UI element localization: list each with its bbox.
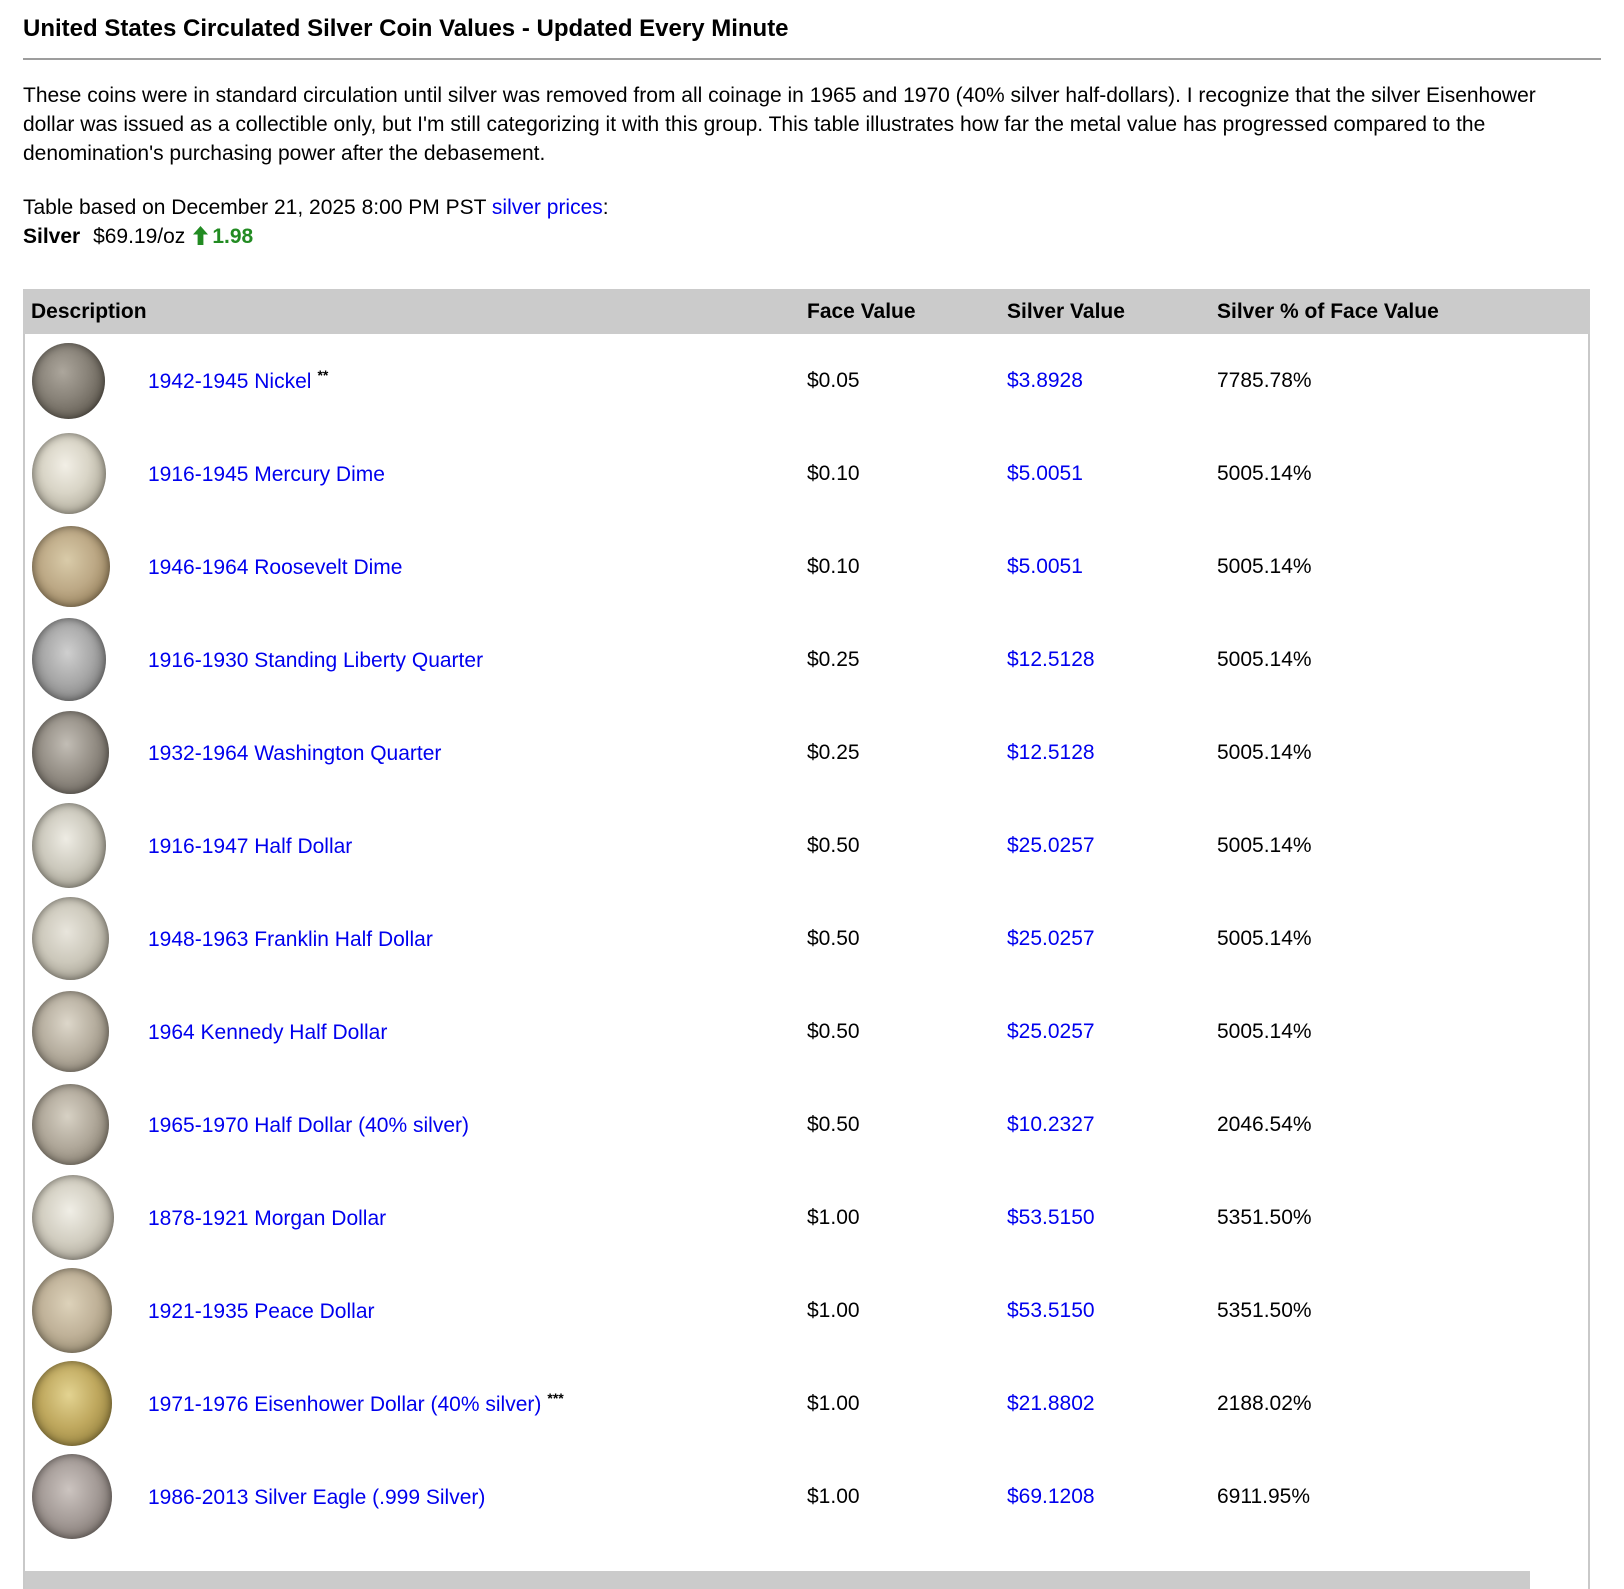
silver-pct-of-face: 5351.50% (1217, 1205, 1312, 1229)
face-value: $0.05 (807, 368, 860, 392)
table-row (25, 1450, 1588, 1543)
washington-quarter-coin-image (32, 711, 109, 794)
table-row (25, 706, 1588, 799)
table-row (25, 1078, 1588, 1171)
table-row (25, 427, 1588, 520)
coin-image-cell (25, 613, 148, 706)
silver-value-link[interactable]: $69.1208 (1007, 1484, 1095, 1508)
silver-pct-of-face: 5005.14% (1217, 461, 1312, 485)
face-value: $0.10 (807, 554, 860, 578)
table-row (25, 1357, 1588, 1450)
coin-image-cell (25, 1450, 148, 1543)
silver-value-cell (1007, 834, 1217, 858)
coin-image-cell (25, 334, 148, 427)
coin-image-cell (25, 1357, 148, 1450)
metal-price: $69.19/oz (93, 225, 186, 248)
colon-text: : (602, 196, 609, 219)
coin-image-cell (25, 985, 148, 1078)
face-value: $0.25 (807, 740, 860, 764)
description-cell (148, 832, 807, 859)
coin-image-cell (25, 1264, 148, 1357)
silver-pct-of-face: 5005.14% (1217, 833, 1312, 857)
silver-value-link[interactable]: $5.0051 (1007, 554, 1083, 578)
coin-image-cell (25, 520, 148, 613)
jefferson-nickel-coin-image (32, 343, 105, 419)
silver-pct-of-face: 2188.02% (1217, 1391, 1312, 1415)
silver-value-link[interactable]: $53.5150 (1007, 1205, 1095, 1229)
face-value: $0.50 (807, 1112, 860, 1136)
silver-value-link[interactable]: $25.0257 (1007, 833, 1095, 857)
table-based-line (23, 193, 1601, 222)
description-cell (148, 1204, 807, 1231)
description-cell (148, 553, 807, 580)
silver-pct-of-face: 5005.14% (1217, 926, 1312, 950)
table-row (25, 892, 1588, 985)
coin-description-link[interactable]: 1986-2013 Silver Eagle (.999 Silver) (148, 1486, 486, 1509)
standing-liberty-quarter-coin-image (32, 618, 106, 701)
silver-value-cell (1007, 462, 1217, 486)
face-value: $0.50 (807, 833, 860, 857)
face-value: $1.00 (807, 1298, 860, 1322)
coin-description-link[interactable]: 1916-1947 Half Dollar (148, 835, 353, 858)
coin-description-link[interactable]: 1965-1970 Half Dollar (40% silver) (148, 1114, 469, 1137)
silver-value-cell (1007, 741, 1217, 765)
silver-value-cell (1007, 369, 1217, 393)
coin-description-link[interactable]: 1971-1976 Eisenhower Dollar (40% silver) (148, 1393, 542, 1416)
silver-pct-of-face: 5005.14% (1217, 647, 1312, 671)
silver-eagle-coin-image (32, 1454, 112, 1539)
mercury-dime-coin-image (32, 433, 106, 514)
face-value: $0.50 (807, 1019, 860, 1043)
walking-liberty-half-coin-image (32, 803, 106, 888)
table-body (23, 334, 1590, 1589)
silver-value-cell (1007, 1392, 1217, 1416)
divider (23, 58, 1601, 60)
table-row (25, 613, 1588, 706)
footnote-marker: *** (547, 1390, 564, 1406)
silver-value-link[interactable]: $25.0257 (1007, 926, 1095, 950)
table-header-row (23, 289, 1590, 334)
description-cell (148, 925, 807, 952)
silver-value-cell (1007, 648, 1217, 672)
face-value: $1.00 (807, 1205, 860, 1229)
silver-value-link[interactable]: $3.8928 (1007, 368, 1083, 392)
face-value: $0.10 (807, 461, 860, 485)
description-cell (148, 1483, 807, 1510)
table-row (25, 799, 1588, 892)
silver-pct-of-face: 5351.50% (1217, 1298, 1312, 1322)
silver-price-line (23, 222, 1601, 252)
coin-description-link[interactable]: 1942-1945 Nickel (148, 370, 312, 393)
metal-label: Silver (23, 225, 81, 248)
price-change: 1.98 (212, 225, 254, 248)
silver-value-link[interactable]: $5.0051 (1007, 461, 1083, 485)
next-table-header-partial (25, 1571, 1530, 1589)
franklin-half-coin-image (32, 897, 109, 980)
table-row (25, 520, 1588, 613)
coin-image-cell (25, 427, 148, 520)
silver-coin-table (23, 289, 1590, 1589)
description-cell (148, 460, 807, 487)
coin-description-link[interactable]: 1964 Kennedy Half Dollar (148, 1021, 388, 1044)
footnote-marker: ** (317, 367, 329, 383)
silver-value-cell (1007, 1020, 1217, 1044)
silver-value-link[interactable]: $12.5128 (1007, 647, 1095, 671)
description-cell (148, 1018, 807, 1045)
intro-paragraph: These coins were in standard circulation until silver was removed from all coinage in 1965 and 1970 (40% silver half-dollars). I recognize that the silver Eisenhower dollar was issued as a collectible only, but I'm still categorizing it with this group. This table illustrates how far the metal value has progressed compared to the denomination's purchasing power after the debasement. (23, 84, 1536, 165)
coin-description-link[interactable]: 1946-1964 Roosevelt Dime (148, 556, 403, 579)
coin-image-cell (25, 799, 148, 892)
up-arrow-icon (193, 226, 208, 245)
silver-pct-of-face: 7785.78% (1217, 368, 1312, 392)
table-row (25, 1264, 1588, 1357)
description-cell (148, 1390, 807, 1417)
silver-value-link[interactable]: $10.2327 (1007, 1112, 1095, 1136)
table-row (25, 985, 1588, 1078)
description-cell (148, 367, 807, 394)
coin-description-link[interactable]: 1948-1963 Franklin Half Dollar (148, 928, 433, 951)
silver-value-cell (1007, 927, 1217, 951)
coin-image-cell (25, 706, 148, 799)
col-header-silver-pct: Silver % of Face Value (1217, 299, 1439, 323)
page-title: United States Circulated Silver Coin Values - Updated Every Minute (23, 15, 789, 42)
based-on-text: Table based on December 21, 2025 8:00 PM PST (23, 196, 487, 219)
eisenhower-dollar-coin-image (32, 1361, 112, 1446)
col-header-description: Description (31, 299, 147, 323)
silver-pct-of-face: 2046.54% (1217, 1112, 1312, 1136)
face-value: $0.50 (807, 926, 860, 950)
morgan-dollar-coin-image (32, 1175, 114, 1260)
face-value: $0.25 (807, 647, 860, 671)
coin-image-cell (25, 892, 148, 985)
silver-value-link[interactable]: $21.8802 (1007, 1391, 1095, 1415)
coin-description-link[interactable]: 1916-1930 Standing Liberty Quarter (148, 649, 484, 672)
peace-dollar-coin-image (32, 1268, 112, 1353)
kennedy-40pct-half-coin-image (32, 1084, 109, 1165)
coin-description-link[interactable]: 1916-1945 Mercury Dime (148, 463, 385, 486)
coin-image-cell (25, 1171, 148, 1264)
page-content (0, 0, 1624, 252)
silver-value-cell (1007, 1206, 1217, 1230)
description-cell (148, 1297, 807, 1324)
face-value: $1.00 (807, 1484, 860, 1508)
silver-pct-of-face: 5005.14% (1217, 1019, 1312, 1043)
silver-value-link[interactable]: $53.5150 (1007, 1298, 1095, 1322)
coin-description-link[interactable]: 1932-1964 Washington Quarter (148, 742, 442, 765)
silver-pct-of-face: 6911.95% (1217, 1484, 1311, 1508)
col-header-face-value: Face Value (807, 299, 916, 323)
coin-description-link[interactable]: 1878-1921 Morgan Dollar (148, 1207, 387, 1230)
silver-value-link[interactable]: $12.5128 (1007, 740, 1095, 764)
silver-pct-of-face: 5005.14% (1217, 740, 1312, 764)
kennedy-half-coin-image (32, 991, 109, 1072)
description-cell (148, 1111, 807, 1138)
coin-image-cell (25, 1078, 148, 1171)
table-bottom-spacer (25, 1543, 1588, 1571)
description-cell (148, 646, 807, 673)
table-row (25, 1171, 1588, 1264)
silver-value-cell (1007, 1113, 1217, 1137)
face-value: $1.00 (807, 1391, 860, 1415)
silver-value-link[interactable]: $25.0257 (1007, 1019, 1095, 1043)
silver-pct-of-face: 5005.14% (1217, 554, 1312, 578)
table-row (25, 334, 1588, 427)
coin-description-link[interactable]: 1921-1935 Peace Dollar (148, 1300, 375, 1323)
silver-prices-link[interactable]: silver prices (491, 196, 603, 219)
silver-value-cell (1007, 1299, 1217, 1323)
silver-value-cell (1007, 555, 1217, 579)
roosevelt-dime-coin-image (32, 526, 110, 607)
description-cell (148, 739, 807, 766)
col-header-silver-value: Silver Value (1007, 299, 1125, 323)
silver-value-cell (1007, 1485, 1217, 1509)
